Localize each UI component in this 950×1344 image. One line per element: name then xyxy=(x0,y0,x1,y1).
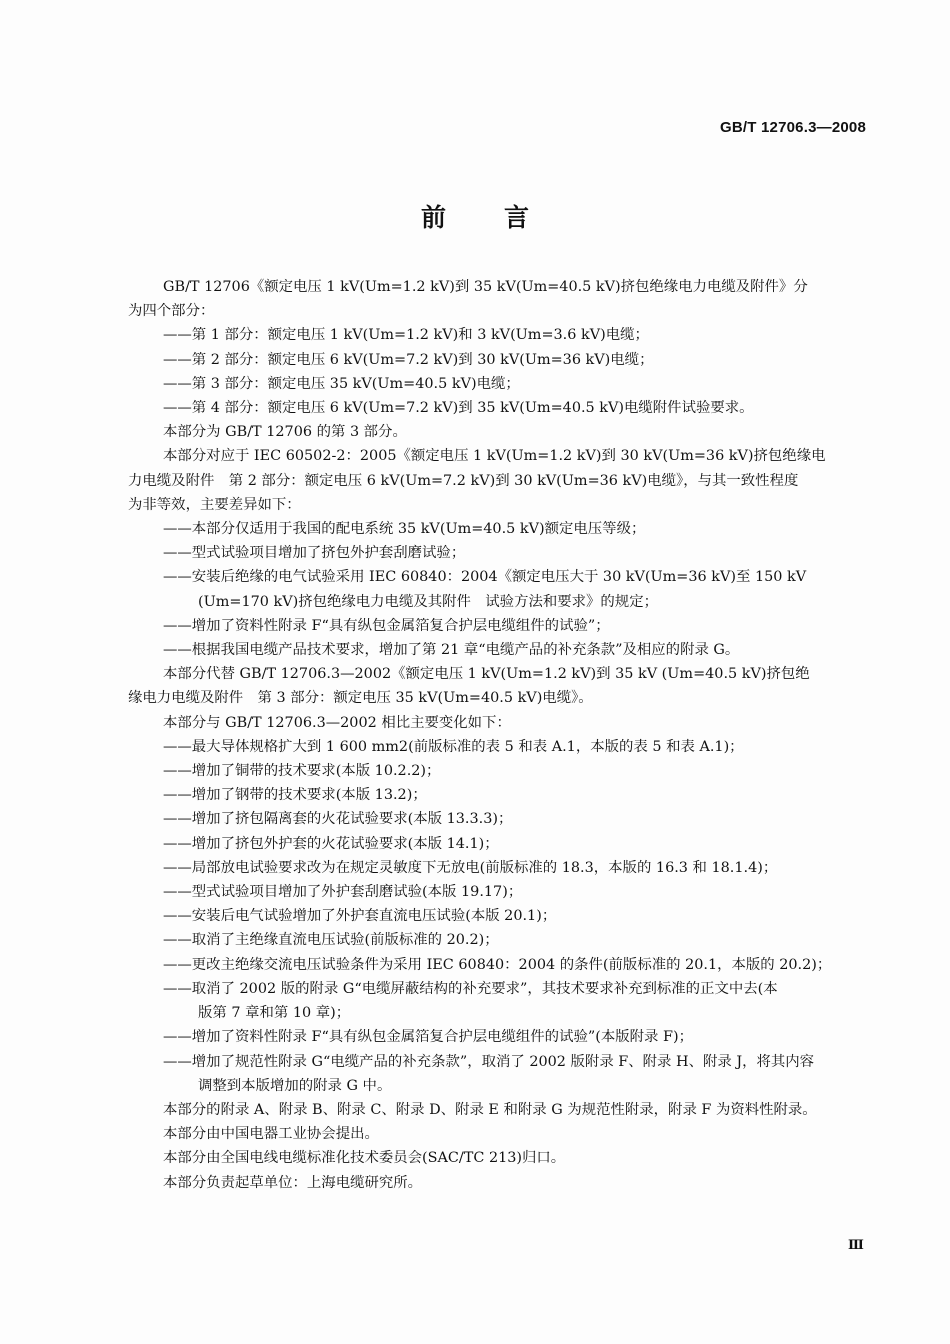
list-item: ——增加了资料性附录 F“具有纵包金属箔复合护层电缆组件的试验”； xyxy=(163,617,610,634)
text-line: 本部分负责起草单位：上海电缆研究所。 xyxy=(163,1174,423,1191)
list-item-continuation: 调整到本版增加的附录 G 中。 xyxy=(198,1077,392,1094)
text-line: 为四个部分： xyxy=(128,303,215,320)
document-body xyxy=(128,275,866,1195)
text-line: GB/T 12706《额定电压 1 kV(Um=1.2 kV)到 35 kV(Um=40.5 kV)挤包绝缘电力电缆及附件》分 xyxy=(163,279,808,295)
list-item: ——增加了挤包外护套的火花试验要求(本版 14.1)； xyxy=(163,835,499,852)
standard-code: GB/T 12706.3—2008 xyxy=(720,119,866,136)
list-item: ——型式试验项目增加了挤包外护套刮磨试验； xyxy=(163,545,466,562)
page-title: 前言 xyxy=(420,203,587,232)
text-line: 本部分对应于 IEC 60502-2：2005《额定电压 1 kV(Um=1.2 kV)到 30 kV(Um=36 kV)挤包绝缘电 xyxy=(163,448,826,465)
list-item: ——安装后电气试验增加了外护套直流电压试验(本版 20.1)； xyxy=(163,908,557,925)
list-item: ——第 1 部分：额定电压 1 kV(Um=1.2 kV)和 3 kV(Um=3.6 kV)电缆； xyxy=(163,327,649,344)
list-item: ——第 4 部分：额定电压 6 kV(Um=7.2 kV)到 35 kV(Um=40.5 kV)电缆附件试验要求。 xyxy=(163,400,754,417)
list-item-continuation: 版第 7 章和第 10 章)； xyxy=(198,1005,351,1022)
list-item: ——安装后绝缘的电气试验采用 IEC 60840：2004《额定电压大于 30 kV(Um=36 kV)至 150 kV xyxy=(163,569,807,586)
text-line: 本部分的附录 A、附录 B、附录 C、附录 D、附录 E 和附录 G 为规范性附录，附录 F 为资料性附录。 xyxy=(163,1101,817,1118)
list-item: ——增加了规范性附录 G“电缆产品的补充条款”，取消了 2002 版附录 F、附录 H、附录 J，将其内容 xyxy=(163,1053,815,1070)
list-item: ——增加了资料性附录 F“具有纵包金属箔复合护层电缆组件的试验”(本版附录 F)； xyxy=(163,1029,693,1046)
text-line: 本部分为 GB/T 12706 的第 3 部分。 xyxy=(163,424,407,441)
list-item: ——增加了挤包隔离套的火花试验要求(本版 13.3.3)； xyxy=(163,811,513,828)
list-item-continuation: (Um=170 kV)挤包绝缘电力电缆及其附件 试验方法和要求》的规定； xyxy=(198,593,658,610)
list-item: ——取消了 2002 版的附录 G“电缆屏蔽结构的补充要求”，其技术要求补充到标准的正文中去(本 xyxy=(163,980,778,997)
page-number: Ⅲ xyxy=(848,1238,864,1253)
list-item: ——增加了铜带的技术要求(本版 10.2.2)； xyxy=(163,763,441,780)
text-line: 本部分由全国电线电缆标准化技术委员会(SAC/TC 213)归口。 xyxy=(163,1150,566,1167)
text-line: 本部分代替 GB/T 12706.3—2002《额定电压 1 kV(Um=1.2 kV)到 35 kV (Um=40.5 kV)挤包绝 xyxy=(163,666,810,683)
list-item: ——取消了主绝缘直流电压试验(前版标准的 20.2)； xyxy=(163,932,499,949)
text-line: 缘电力电缆及附件 第 3 部分：额定电压 35 kV(Um=40.5 kV)电缆》。 xyxy=(128,690,593,707)
list-item: ——根据我国电缆产品技术要求，增加了第 21 章“电缆产品的补充条款”及相应的附录 G。 xyxy=(163,642,740,659)
text-line: 本部分由中国电器工业协会提出。 xyxy=(163,1126,379,1143)
list-item: ——第 3 部分：额定电压 35 kV(Um=40.5 kV)电缆； xyxy=(163,375,520,392)
list-item: ——第 2 部分：额定电压 6 kV(Um=7.2 kV)到 30 kV(Um=36 kV)电缆； xyxy=(163,351,654,368)
list-item: ——更改主绝缘交流电压试验条件为采用 IEC 60840：2004 的条件(前版标准的 20.1，本版的 20.2)； xyxy=(163,956,832,973)
list-item: ——增加了钢带的技术要求(本版 13.2)； xyxy=(163,787,427,804)
list-item: ——局部放电试验要求改为在规定灵敏度下无放电(前版标准的 18.3，本版的 16.3 和 18.1.4)； xyxy=(163,859,778,876)
list-item: ——最大导体规格扩大到 1 600 mm2(前版标准的表 5 和表 A.1，本版的表 5 和表 A.1)； xyxy=(163,738,744,755)
list-item: ——型式试验项目增加了外护套刮磨试验(本版 19.17)； xyxy=(163,884,523,901)
text-line: 力电缆及附件 第 2 部分：额定电压 6 kV(Um=7.2 kV)到 30 kV(Um=36 kV)电缆》，与其一致性程度 xyxy=(128,472,799,489)
text-line: 本部分与 GB/T 12706.3—2002 相比主要变化如下： xyxy=(163,714,511,731)
text-line: 为非等效，主要差异如下： xyxy=(128,496,301,513)
list-item: ——本部分仅适用于我国的配电系统 35 kV(Um=40.5 kV)额定电压等级； xyxy=(163,521,646,538)
